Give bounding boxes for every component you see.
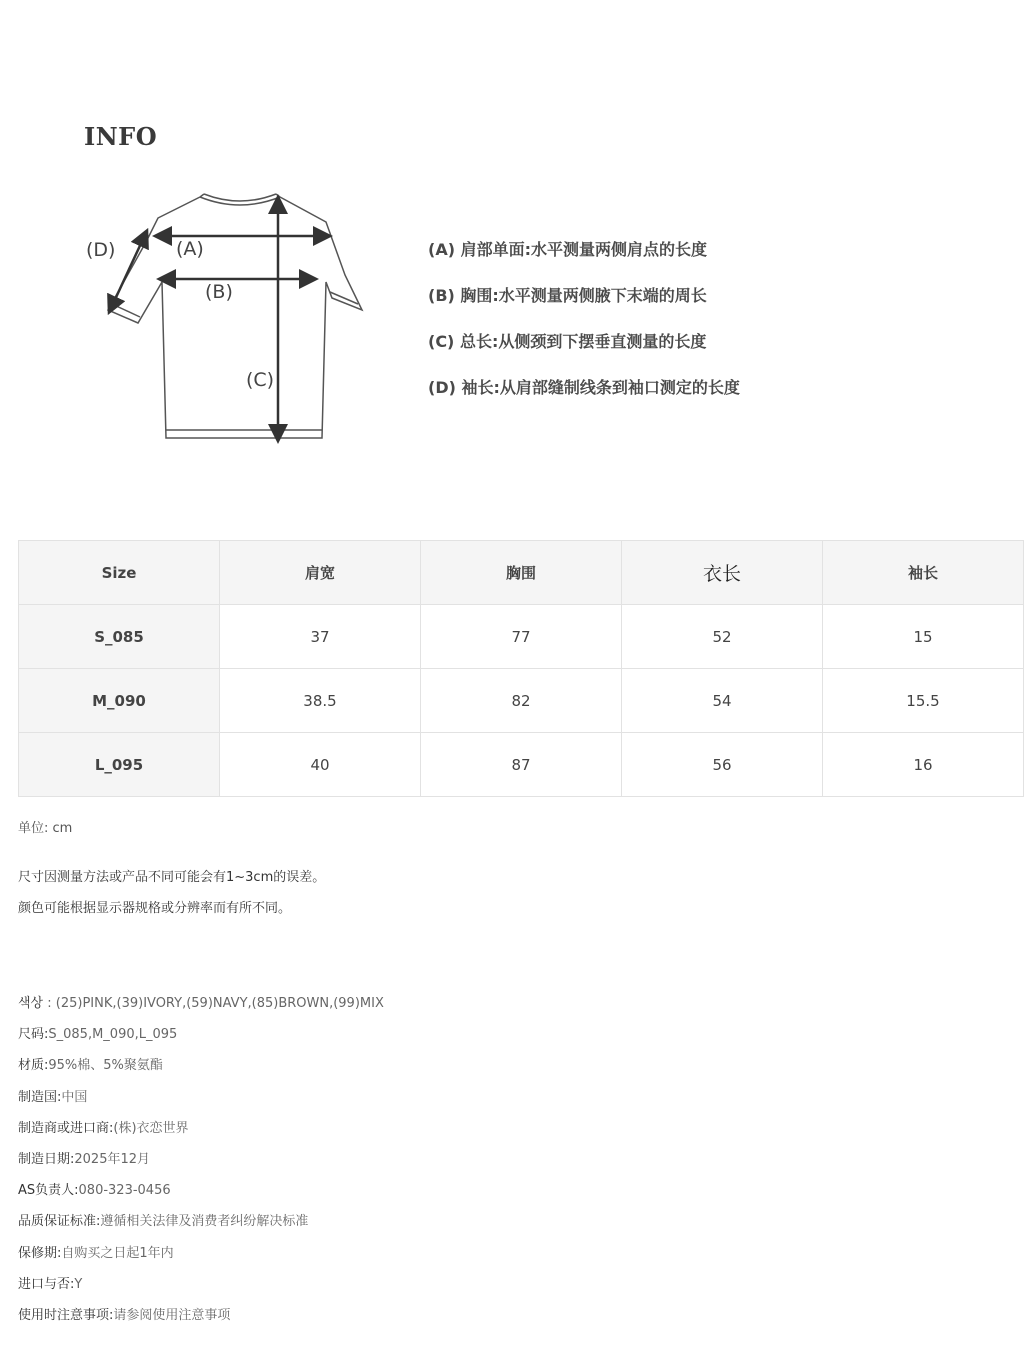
row-size: L_095 — [19, 733, 220, 797]
label-d: (D) — [86, 239, 116, 261]
header-chest: 胸围 — [421, 541, 622, 605]
table-cell: 38.5 — [220, 669, 421, 733]
measurement-notes — [18, 868, 325, 930]
table-cell: 82 — [421, 669, 622, 733]
spec-label: 制造国: — [18, 1089, 62, 1105]
spec-warranty — [18, 1244, 384, 1275]
row-size: M_090 — [19, 669, 220, 733]
spec-label: 색상 — [18, 996, 44, 1011]
spec-value: Y — [74, 1276, 83, 1292]
table-cell: 77 — [421, 605, 622, 669]
spec-value: : (25)PINK,(39)IVORY,(59)NAVY,(85)BROWN,(99)MIX — [43, 996, 384, 1011]
spec-label: 使用时注意事项: — [18, 1307, 114, 1323]
table-cell: 37 — [220, 605, 421, 669]
spec-value: 2025年12月 — [74, 1151, 151, 1167]
tshirt-outline — [108, 194, 362, 438]
spec-size — [18, 1025, 384, 1056]
table-row — [19, 669, 1024, 733]
table-cell: 15.5 — [823, 669, 1024, 733]
header-shoulder: 肩宽 — [220, 541, 421, 605]
label-c: (C) — [246, 369, 275, 391]
measure-d-line — [112, 237, 144, 306]
legend-item-a: (A) 肩部单面:水平测量两侧肩点的长度 — [428, 240, 707, 259]
spec-label: 进口与否: — [18, 1276, 75, 1292]
note-color-variation: 颜色可能根据显示器规格或分辨率而有所不同。 — [18, 901, 292, 916]
spec-manufacture-date — [18, 1150, 384, 1181]
spec-country — [18, 1088, 384, 1119]
spec-value: (株)衣恋世界 — [113, 1120, 189, 1136]
legend-item-c: (C) 总长:从侧颈到下摆垂直测量的长度 — [428, 332, 707, 351]
spec-usage-notes — [18, 1306, 384, 1337]
tshirt-measurement-diagram — [80, 180, 380, 460]
spec-label: 制造日期: — [18, 1151, 75, 1167]
spec-label: 制造商或进口商: — [18, 1120, 114, 1136]
spec-label: 材质: — [18, 1058, 49, 1074]
spec-as-contact — [18, 1181, 384, 1212]
spec-value: 中国 — [61, 1089, 88, 1105]
size-table — [18, 540, 1024, 797]
spec-value: S_085,M_090,L_095 — [48, 1027, 178, 1043]
spec-label: AS负责人: — [18, 1183, 79, 1199]
spec-value: 95%棉、5%聚氨酯 — [48, 1058, 163, 1074]
spec-value: 080-323-0456 — [78, 1183, 171, 1199]
spec-material — [18, 1056, 384, 1087]
spec-color — [18, 994, 384, 1025]
header-sleeve: 袖长 — [823, 541, 1024, 605]
spec-label: 品质保证标准: — [18, 1214, 101, 1230]
spec-label: 保修期: — [18, 1245, 62, 1261]
spec-value: 自购买之日起1年内 — [61, 1245, 174, 1261]
label-a: (A) — [176, 238, 204, 260]
table-cell: 54 — [622, 669, 823, 733]
table-header-row — [19, 541, 1024, 605]
header-size: Size — [19, 541, 220, 605]
measure-lines — [112, 204, 323, 434]
legend-item-b: (B) 胸围:水平测量两侧腋下末端的周长 — [428, 286, 707, 305]
product-spec-list — [18, 994, 384, 1337]
label-b: (B) — [205, 281, 233, 303]
unit-note: 单位: cm — [18, 821, 73, 836]
table-row — [19, 605, 1024, 669]
table-cell: 52 — [622, 605, 823, 669]
table-cell: 15 — [823, 605, 1024, 669]
row-size: S_085 — [19, 605, 220, 669]
table-cell: 16 — [823, 733, 1024, 797]
info-title: INFO — [84, 122, 158, 151]
spec-quality-standard — [18, 1212, 384, 1243]
note-measurement-error: 尺寸因测量方法或产品不同可能会有1~3cm的误差。 — [18, 870, 326, 885]
table-row — [19, 733, 1024, 797]
spec-value: 遵循相关法律及消费者纠纷解决标准 — [100, 1214, 309, 1230]
table-cell: 87 — [421, 733, 622, 797]
legend-item-d: (D) 袖长:从肩部缝制线条到袖口测定的长度 — [428, 378, 740, 397]
table-cell: 40 — [220, 733, 421, 797]
header-length: 衣长 — [622, 541, 823, 605]
table-cell: 56 — [622, 733, 823, 797]
spec-value: 请参阅使用注意事项 — [113, 1307, 231, 1323]
measurement-legend — [428, 238, 988, 422]
spec-label: 尺码: — [18, 1027, 49, 1043]
spec-import — [18, 1275, 384, 1306]
spec-manufacturer — [18, 1119, 384, 1150]
